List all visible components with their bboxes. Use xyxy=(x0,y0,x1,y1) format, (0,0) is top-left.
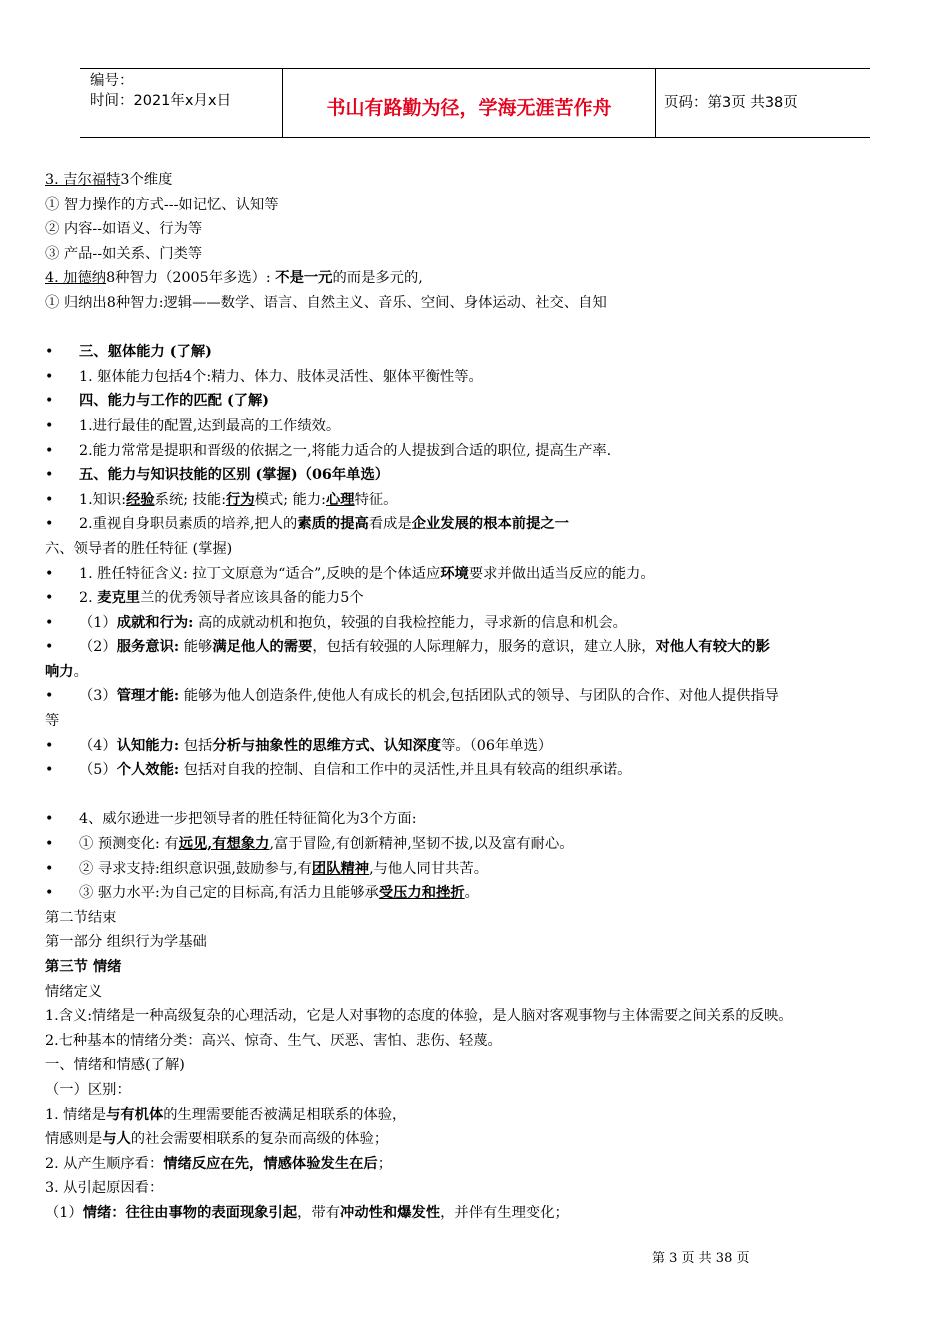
text-segment: 三、躯体能力 (了解) xyxy=(79,344,212,361)
text-segment: 高的成就动机和抱负，较强的自我检控能力，寻求新的信息和机会。 xyxy=(193,614,627,631)
text-segment: 3. 从引起原因看： xyxy=(45,1180,164,1197)
text-segment: （3） xyxy=(79,688,117,705)
text-segment: 四、能力与工作的匹配 (了解) xyxy=(79,393,270,410)
text-line xyxy=(45,168,915,193)
text-segment: 包括对自我的控制、自信和工作中的灵活性,并且具有较高的组织承诺。 xyxy=(179,762,632,779)
text-segment: 1. 躯体能力包括4个:精力、体力、肢体灵活性、躯体平衡性等。 xyxy=(79,368,483,385)
bullet-item xyxy=(45,340,915,365)
text-segment: （1） xyxy=(79,614,117,631)
bullet-item xyxy=(45,389,915,414)
text-segment: 服务意识: xyxy=(116,639,180,656)
bullet-item xyxy=(45,881,915,906)
text-segment: 能够 xyxy=(179,639,213,656)
text-segment: 第二节结束 xyxy=(45,909,117,926)
bullet-item xyxy=(45,684,915,709)
text-segment: ,与他人同甘共苦。 xyxy=(369,860,489,877)
page-footer: 第 3 页 共 38 页 xyxy=(652,1251,750,1266)
text-line xyxy=(45,955,915,980)
text-segment: 。 xyxy=(464,885,479,902)
text-segment: 2. xyxy=(79,590,98,607)
text-segment: 的生理需要能否被满足相联系的体验， xyxy=(163,1106,407,1123)
text-line xyxy=(45,1004,915,1029)
text-line xyxy=(45,1176,915,1201)
text-segment: 8种智力（2005年多选）: xyxy=(106,270,276,287)
blank-line xyxy=(45,783,915,808)
text-segment: 4. 加德纳 xyxy=(45,270,107,287)
text-segment: 团队精神 xyxy=(311,860,370,877)
text-segment: 情绪反应在先，情感体验发生在后 xyxy=(163,1155,378,1172)
text-segment: 1.进行最佳的配置,达到最高的工作绩效。 xyxy=(79,417,341,434)
text-segment: 等 xyxy=(45,713,60,730)
text-segment: 包括 xyxy=(179,737,213,754)
text-segment: ，并伴有生理变化； xyxy=(440,1204,569,1221)
text-line xyxy=(45,1078,915,1103)
bullet-item xyxy=(45,512,915,537)
text-line xyxy=(45,1029,915,1054)
text-segment: （5） xyxy=(79,762,117,779)
text-segment: ，包括有较强的人际理解力，服务的意识，建立人脉， xyxy=(312,639,656,656)
bullet-item xyxy=(45,857,915,882)
text-line xyxy=(45,1103,915,1128)
number-label: 编号： xyxy=(90,73,134,89)
text-segment: 与人 xyxy=(102,1131,131,1148)
text-segment: ，带有 xyxy=(297,1204,341,1221)
text-segment: 行为 xyxy=(226,491,255,508)
text-segment: 冲动性和爆发性 xyxy=(340,1204,441,1221)
text-segment: 特征。 xyxy=(354,491,398,508)
text-segment: 成就和行为: xyxy=(116,614,194,631)
text-segment: 。 xyxy=(73,663,88,680)
text-segment: 响力 xyxy=(45,663,74,680)
text-segment: 满足他人的需要 xyxy=(212,639,313,656)
text-line xyxy=(45,1201,915,1226)
text-segment: 1. 胜任特征含义: 拉丁文原意为“适合”,反映的是个体适应 xyxy=(79,565,441,582)
text-segment: 2.重视自身职员素质的培养,把人的 xyxy=(79,516,298,533)
header-table xyxy=(80,68,870,138)
text-segment: 麦克里 xyxy=(97,590,141,607)
text-segment: 经验 xyxy=(126,491,155,508)
text-segment: 第三节 情绪 xyxy=(45,959,122,975)
text-segment: 企业发展的根本前提之一 xyxy=(411,516,569,533)
text-segment: 看成是 xyxy=(368,516,412,533)
text-line xyxy=(45,930,915,955)
text-segment: 不是一元 xyxy=(275,270,333,287)
text-segment: 模式; 能力: xyxy=(254,491,326,508)
text-segment: 的而是多元的, xyxy=(332,270,423,287)
text-segment: 情绪：往往由事物的表面现象引起 xyxy=(82,1204,298,1221)
header-left-cell xyxy=(80,69,283,137)
text-line xyxy=(45,217,915,242)
text-segment: 远见,有想象力 xyxy=(178,836,270,853)
text-segment: ① 归纳出8种智力:逻辑——数学、语言、自然主义、音乐、空间、身体运动、社交、自知 xyxy=(45,294,607,311)
text-segment: 心理 xyxy=(326,491,355,508)
text-segment: 六、领导者的胜任特征 (掌握) xyxy=(45,540,233,557)
text-line xyxy=(45,980,915,1005)
text-segment: ① 预测变化: 有 xyxy=(79,836,179,853)
text-segment: 情绪定义 xyxy=(45,983,103,1000)
header-motto-cell xyxy=(283,69,656,137)
text-segment: ； xyxy=(377,1155,393,1172)
bullet-item xyxy=(45,365,915,390)
bullet-item xyxy=(45,758,915,783)
text-segment: 等。（06年单选） xyxy=(441,737,553,754)
date-label: 时间：2021年x月x日 xyxy=(90,93,232,109)
text-segment: 与有机体 xyxy=(106,1106,164,1123)
text-segment: 1.含义:情绪是一种高级复杂的心理活动，它是人对事物的态度的体验，是人脑对客观事物与主体需要之间关系的反映。 xyxy=(45,1008,793,1025)
text-segment: 2.能力常常是提职和晋级的依据之一,将能力适合的人提拔到合适的职位, 提高生产率. xyxy=(79,442,612,459)
text-segment: 个人效能: xyxy=(116,762,180,779)
page-label: 页码：第3页 共38页 xyxy=(664,95,798,111)
text-segment: 一、情绪和情感(了解) xyxy=(45,1057,185,1074)
text-segment: 4、威尔逊进一步把领导者的胜任特征简化为3个方面: xyxy=(79,811,417,828)
text-segment: 兰的优秀领导者应该具备的能力5个 xyxy=(140,590,364,607)
text-segment: ③ 驱力水平:为自己定的目标高,有活力且能够承 xyxy=(79,885,379,902)
document-body xyxy=(45,168,915,1226)
text-segment: 1.知识: xyxy=(79,491,127,508)
text-segment: 3. 吉尔福特 xyxy=(45,172,121,188)
text-segment: ① 智力操作的方式---如记忆、认知等 xyxy=(45,196,279,213)
bullet-item xyxy=(45,586,915,611)
text-segment: ② 寻求支持:组织意识强,鼓励参与,有 xyxy=(79,860,312,877)
bullet-item xyxy=(45,734,915,759)
text-segment: 要求并做出适当反应的能力。 xyxy=(468,565,655,582)
text-segment: 能够为他人创造条件,使他人有成长的机会,包括团队式的领导、与团队的合作、对他人提供指导 xyxy=(179,688,779,705)
text-segment: 环境 xyxy=(440,565,469,582)
text-segment: ② 内容--如语义、行为等 xyxy=(45,221,203,238)
bullet-item xyxy=(45,463,915,488)
bullet-item xyxy=(45,562,915,587)
blank-line xyxy=(45,316,915,341)
bullet-item xyxy=(45,635,915,660)
bullet-item xyxy=(45,488,915,513)
text-segment: 管理才能: xyxy=(116,688,180,705)
text-line xyxy=(45,906,915,931)
bullet-item xyxy=(45,807,915,832)
bullet-item xyxy=(45,439,915,464)
text-segment: 受压力和挫折 xyxy=(378,885,465,902)
bullet-item xyxy=(45,832,915,857)
text-segment: （1） xyxy=(45,1204,83,1221)
text-line xyxy=(45,1152,915,1177)
bullet-item-continuation xyxy=(45,709,915,734)
text-segment: （2） xyxy=(79,639,117,656)
text-segment: 素质的提高 xyxy=(297,516,369,533)
bullet-item-continuation xyxy=(45,660,915,685)
text-line xyxy=(45,537,915,562)
text-segment: 情感则是 xyxy=(45,1131,103,1148)
bullet-item xyxy=(45,414,915,439)
text-segment: 认知能力: xyxy=(116,737,180,754)
motto: 书山有路勤为径，学海无涯苦作舟 xyxy=(326,97,612,119)
text-segment: （4） xyxy=(79,737,117,754)
bullet-item xyxy=(45,611,915,636)
text-line xyxy=(45,266,915,291)
text-line xyxy=(45,1127,915,1152)
text-segment: 系统; 技能: xyxy=(154,491,227,508)
text-segment: ,富于冒险,有创新精神,坚韧不拔,以及富有耐心。 xyxy=(269,836,574,853)
text-segment: 的社会需要相联系的复杂而高级的体验； xyxy=(130,1131,389,1148)
text-segment: 2. 从产生顺序看： xyxy=(45,1155,164,1172)
text-segment: 2.七种基本的情绪分类：高兴、惊奇、生气、厌恶、害怕、悲伤、轻蔑。 xyxy=(45,1032,502,1049)
text-segment: 对他人有较大的影 xyxy=(655,639,770,656)
text-line xyxy=(45,193,915,218)
text-segment: 五、能力与知识技能的区别 (掌握)（06年单选） xyxy=(79,467,390,484)
text-segment: （一）区别： xyxy=(45,1081,131,1098)
text-segment: 1. 情绪是 xyxy=(45,1106,107,1123)
text-segment: 分析与抽象性的思维方式、认知深度 xyxy=(212,737,442,754)
text-segment: 第一部分 组织行为学基础 xyxy=(45,934,207,951)
text-line xyxy=(45,242,915,267)
text-line xyxy=(45,291,915,316)
text-segment: 3个维度 xyxy=(120,172,173,188)
text-line xyxy=(45,1053,915,1078)
text-segment: ③ 产品--如关系、门类等 xyxy=(45,245,203,262)
header-right-cell xyxy=(656,69,870,137)
